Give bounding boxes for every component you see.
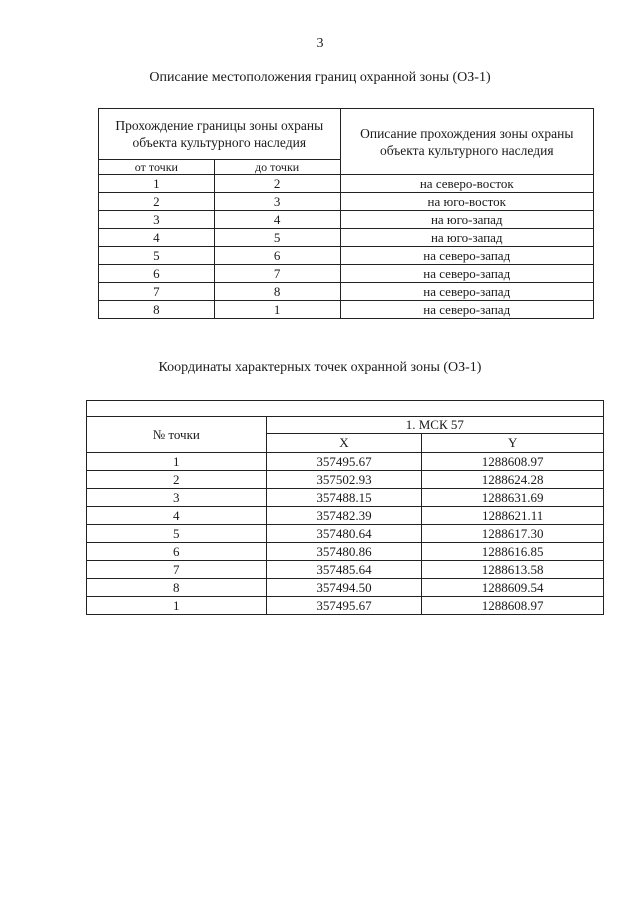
boundary-table-header [99,109,594,160]
direction-cell: на юго-восток [340,193,594,211]
point-number-cell: 1 [87,453,267,471]
header-y: Y [422,434,604,453]
boundary-row [99,229,594,247]
y-coordinate-cell: 1288609.54 [422,579,604,597]
y-coordinate-cell: 1288617.30 [422,525,604,543]
boundary-row [99,193,594,211]
point-from-cell: 3 [99,211,215,229]
point-to-cell: 1 [214,301,340,319]
point-to-cell: 6 [214,247,340,265]
coordinate-row [87,471,604,489]
x-coordinate-cell: 357488.15 [266,489,422,507]
point-to-cell: 4 [214,211,340,229]
point-from-cell: 6 [99,265,215,283]
point-number-cell: 7 [87,561,267,579]
boundary-row [99,301,594,319]
header-point: № точки [87,417,267,453]
x-coordinate-cell: 357495.67 [266,453,422,471]
y-coordinate-cell: 1288621.11 [422,507,604,525]
y-coordinate-cell: 1288624.28 [422,471,604,489]
coordinates-section-title: Координаты характерных точек охранной зоны (ОЗ-1) [158,360,482,375]
x-coordinate-cell: 357495.67 [266,597,422,615]
x-coordinate-cell: 357494.50 [266,579,422,597]
direction-cell: на северо-запад [340,283,594,301]
coordinate-row [87,525,604,543]
point-from-cell: 5 [99,247,215,265]
y-coordinate-cell: 1288608.97 [422,597,604,615]
direction-cell: на северо-запад [340,265,594,283]
coordinates-table-system-row [87,417,604,434]
header-description: Описание прохождения зоны охраны объекта культурного наследия [340,109,594,175]
point-number-cell: 8 [87,579,267,597]
point-from-cell: 8 [99,301,215,319]
boundary-row [99,265,594,283]
point-number-cell: 4 [87,507,267,525]
point-to-cell: 7 [214,265,340,283]
coordinate-row [87,453,604,471]
point-from-cell: 1 [99,175,215,193]
direction-cell: на северо-запад [340,301,594,319]
coordinates-table-top-row [87,401,604,417]
x-coordinate-cell: 357502.93 [266,471,422,489]
header-from: от точки [99,160,215,175]
y-coordinate-cell: 1288631.69 [422,489,604,507]
point-to-cell: 3 [214,193,340,211]
header-to: до точки [214,160,340,175]
boundary-row [99,175,594,193]
system-label: 1. МСК 57 [266,417,603,434]
point-from-cell: 7 [99,283,215,301]
point-number-cell: 5 [87,525,267,543]
boundary-table [98,108,594,319]
blank-cell [87,401,604,417]
point-number-cell: 1 [87,597,267,615]
point-from-cell: 4 [99,229,215,247]
coordinate-row [87,579,604,597]
y-coordinate-cell: 1288613.58 [422,561,604,579]
point-number-cell: 3 [87,489,267,507]
header-x: X [266,434,422,453]
point-to-cell: 8 [214,283,340,301]
y-coordinate-cell: 1288616.85 [422,543,604,561]
coordinate-row [87,489,604,507]
x-coordinate-cell: 357480.64 [266,525,422,543]
boundary-section-title: Описание местоположения границ охранной зоны (ОЗ-1) [149,70,491,85]
x-coordinate-cell: 357485.64 [266,561,422,579]
point-number-cell: 2 [87,471,267,489]
header-passage: Прохождение границы зоны охраны объекта культурного наследия [99,109,341,160]
direction-cell: на северо-запад [340,247,594,265]
coordinate-row [87,561,604,579]
boundary-row [99,283,594,301]
boundary-row [99,247,594,265]
point-to-cell: 2 [214,175,340,193]
y-coordinate-cell: 1288608.97 [422,453,604,471]
coordinate-row [87,597,604,615]
direction-cell: на юго-запад [340,229,594,247]
coordinates-table [86,400,604,615]
direction-cell: на северо-восток [340,175,594,193]
direction-cell: на юго-запад [340,211,594,229]
point-number-cell: 6 [87,543,267,561]
point-from-cell: 2 [99,193,215,211]
point-to-cell: 5 [214,229,340,247]
coordinate-row [87,507,604,525]
page-number: 3 [316,36,324,51]
x-coordinate-cell: 357482.39 [266,507,422,525]
x-coordinate-cell: 357480.86 [266,543,422,561]
coordinate-row [87,543,604,561]
boundary-row [99,211,594,229]
